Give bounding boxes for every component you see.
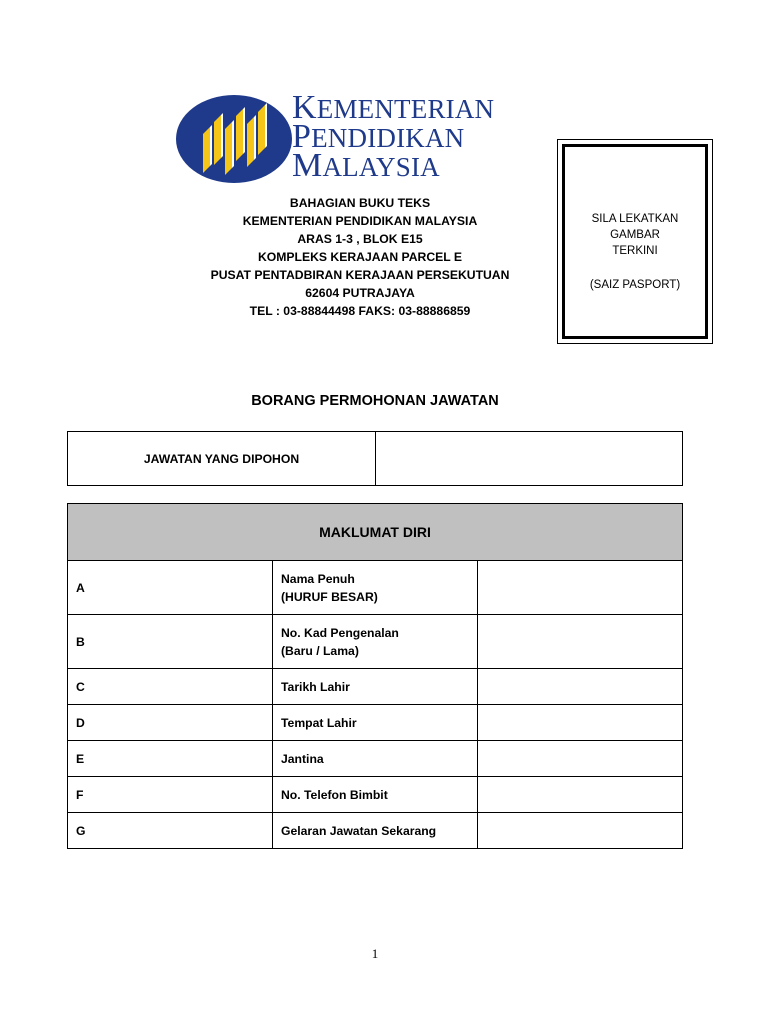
mobile-phone-label: No. Telefon Bimbit: [273, 777, 478, 813]
current-position-field[interactable]: [478, 813, 683, 849]
logo-line-2: [292, 118, 532, 155]
address-line: ARAS 1-3 , BLOK E15: [297, 232, 423, 246]
address-line: KEMENTERIAN PENDIDIKAN MALAYSIA: [242, 214, 478, 228]
logo-rest: ENDIDIKAN: [311, 123, 465, 153]
place-of-birth-field[interactable]: [478, 705, 683, 741]
personal-info-table: [67, 503, 683, 849]
passport-photo-box[interactable]: [557, 139, 713, 344]
date-of-birth-label: Tarikh Lahir: [273, 669, 478, 705]
row-letter: E: [68, 741, 273, 777]
row-letter: G: [68, 813, 273, 849]
address-line: PUSAT PENTADBIRAN KERAJAAN PERSEKUTUAN: [210, 268, 510, 282]
full-name-field[interactable]: [478, 561, 683, 615]
current-position-label: Gelaran Jawatan Sekarang: [273, 813, 478, 849]
address-line: BAHAGIAN BUKU TEKS: [289, 196, 431, 210]
logo-line-3: [292, 147, 532, 184]
row-letter: F: [68, 777, 273, 813]
logo-wordmark: [292, 89, 532, 184]
full-name-label: Nama Penuh: [281, 571, 355, 586]
row-label: [273, 561, 478, 615]
gender-field[interactable]: [478, 741, 683, 777]
gender-label: Jantina: [273, 741, 478, 777]
table-row: [68, 669, 683, 705]
position-applied-field[interactable]: [376, 432, 682, 485]
logo-rest: EMENTERIAN: [316, 94, 495, 124]
table-row: [68, 705, 683, 741]
position-applied-label: JAWATAN YANG DIPOHON: [68, 432, 376, 485]
photo-size-note: (SAIZ PASPORT): [589, 279, 681, 291]
place-of-birth-label: Tempat Lahir: [273, 705, 478, 741]
table-row: [68, 813, 683, 849]
logo-initial: M: [292, 147, 323, 184]
logo-initial: P: [292, 118, 312, 155]
logo-line-1: [292, 89, 532, 126]
table-row: [68, 561, 683, 615]
address-block: [180, 194, 540, 320]
ic-number-field[interactable]: [478, 615, 683, 669]
row-label: [273, 615, 478, 669]
ic-number-hint: (Baru / Lama): [281, 643, 359, 658]
personal-info-heading: MAKLUMAT DIRI: [68, 504, 683, 561]
table-row: [68, 777, 683, 813]
page-number: 1: [371, 946, 379, 961]
table-row: [68, 615, 683, 669]
photo-instruction-2: GAMBAR: [610, 229, 660, 241]
personal-info-header-row: [68, 504, 683, 561]
photo-instruction-1: SILA LEKATKAN: [591, 213, 679, 225]
logo-rest: ALAYSIA: [322, 152, 440, 182]
ic-number-label: No. Kad Pengenalan: [281, 625, 399, 640]
logo-initial: K: [292, 89, 317, 126]
row-letter: A: [68, 561, 273, 615]
position-applied-table: [67, 431, 683, 486]
address-line: KOMPLEKS KERAJAAN PARCEL E: [257, 250, 463, 264]
form-title: BORANG PERMOHONAN JAWATAN: [251, 393, 499, 409]
ministry-logo: [176, 89, 526, 184]
date-of-birth-field[interactable]: [478, 669, 683, 705]
full-name-hint: (HURUF BESAR): [281, 589, 378, 604]
row-letter: C: [68, 669, 273, 705]
address-line: 62604 PUTRAJAYA: [305, 286, 415, 300]
row-letter: D: [68, 705, 273, 741]
table-row: [68, 741, 683, 777]
photo-instruction-3: TERKINI: [612, 245, 658, 257]
address-phone-fax: TEL : 03-88844498 FAKS: 03-88886859: [249, 304, 471, 318]
mobile-phone-field[interactable]: [478, 777, 683, 813]
ministry-emblem-icon: [176, 94, 296, 184]
row-letter: B: [68, 615, 273, 669]
passport-photo-frame: [562, 144, 708, 339]
